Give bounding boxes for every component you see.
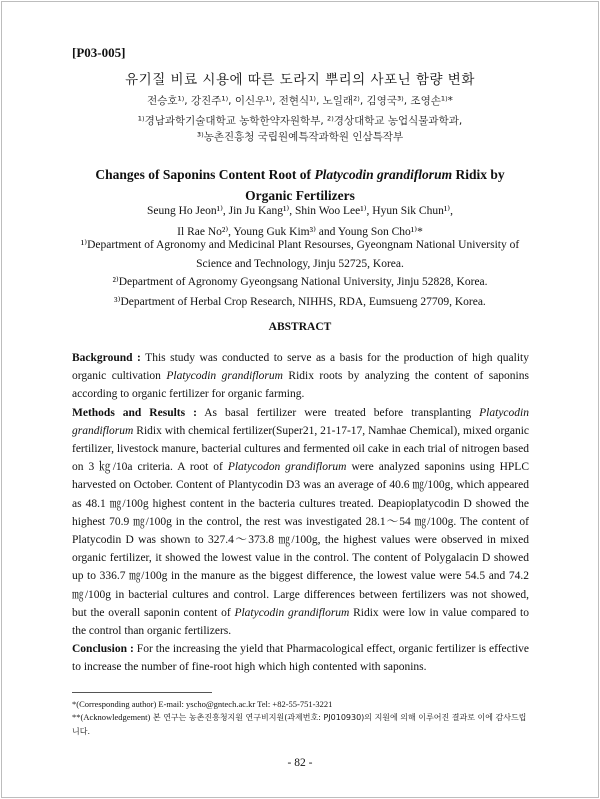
english-affiliation-3: ³⁾Department of Herbal Crop Research, NIHHS, RDA, Eumsueng 27709, Korea.: [114, 296, 486, 308]
english-title-line2: Organic Fertilizers: [245, 188, 355, 203]
footnote-acknowledgement: [72, 711, 529, 738]
methods-text-c: were analyzed saponins using HPLC harvested on October. Content of Plantycodin D3 was an average of 40.6 ㎎/100g, which appeared as 48.1 ㎎/100g highest content in the bacteria cultures treated. Deapioplatycodin D showed the highest 70.9 ㎎/100g in the control, the rest was investigated 28.1～54 ㎎/100g. The content of Platycodin D was shown to 327.4～373.8 ㎎/100g, the highest values were observed in mixed organic fertilizer, it showed the lowest value in the control. The content of Polygalacin D showed up to 336.7 ㎎/100g in the manure as the biggest difference, the lowest value were 54.5 and 74.2 ㎎/100g in bacterial cultures and control. Large differences between fertilizers was not showed, but the overall saponin content of: [72, 461, 530, 619]
korean-title: 유기질 비료 시용에 따른 도라지 뿌리의 사포닌 함량 변화: [125, 72, 475, 88]
conclusion-text: For the increasing the yield that Pharmacological effect, organic fertilizer is effective to increase the number of fine-root high which high contented with saponins.: [72, 643, 530, 674]
methods-species-3: Platycodin grandiflorum: [234, 606, 350, 619]
background-paragraph: [72, 349, 529, 404]
conclusion-label: Conclusion :: [72, 643, 134, 656]
english-authors-line2: Il Rae No²⁾, Young Guk Kim³⁾ and Young Son Cho¹⁾*: [177, 226, 423, 238]
methods-paragraph: [72, 404, 529, 641]
abstract-heading: ABSTRACT: [268, 321, 332, 333]
background-text-a: This study was conducted to serve as a basis for the production of high quality organic cultivation: [72, 352, 529, 383]
background-species: Platycodin grandiflorum: [166, 370, 283, 383]
ack-text: 본 연구는 농촌진흥청지원 연구비지원(과제번호: PJ010930)의 지원에 의해 이루어진 결과로 이에 감사드립니다.: [72, 713, 527, 736]
methods-species-1: Platycodin grandiflorum: [72, 406, 529, 437]
english-affiliation-1: ¹⁾Department of Agronomy and Medicinal Plant Resourses, Gyeongnam National University of Science and Technology, Jinju 52725, Korea.: [80, 239, 520, 270]
english-title: [80, 164, 520, 206]
korean-authors: 전승호¹⁾, 강진주¹⁾, 이신우¹⁾, 전현식¹⁾, 노일래²⁾, 김영국³⁾, 조영손¹⁾*: [147, 95, 453, 107]
korean-affiliation-2: ³⁾농촌진흥청 국립원예특작과학원 인삼특작부: [196, 131, 404, 143]
poster-code: [P03-005]: [72, 45, 126, 60]
ack-prefix: **(Acknowledgement): [72, 712, 151, 722]
background-label: Background :: [72, 352, 141, 364]
english-affiliation-2: ²⁾Department of Agronomy Gyeongsang National University, Jinju 52828, Korea.: [112, 276, 488, 288]
background-text-b: Ridix roots by analyzing the content of saponins according to organic fertilizer for organic farming.: [72, 370, 529, 401]
methods-text-b: Ridix with chemical fertilizer(Super21, 21-17-17, Namhae Chemical), mixed organic fertilizer, livestock manure, bacterial cultures and fermented oil cake in each trial of nitrogen based on 3 ㎏/10a criteria. A root of: [72, 424, 529, 474]
methods-text-a: As basal fertilizer were treated before transplanting: [196, 406, 480, 419]
footnote-corresponding: *(Corresponding author) E-mail: yscho@gntech.ac.kr Tel: +82-55-751-3221: [72, 699, 333, 709]
methods-text-d: Ridix were low in value compared to the control than organic fertilizers.: [72, 606, 529, 638]
korean-affiliation-1: ¹⁾경남과학기술대학교 농학한약자원학부, ²⁾경상대학교 농업식물과학과,: [137, 115, 463, 127]
english-title-mid: Ridix by: [452, 167, 505, 182]
methods-label: Methods and Results :: [72, 406, 197, 419]
page-number: - 82 -: [287, 757, 313, 769]
abstract-body: [72, 349, 529, 677]
english-title-species: Platycodin grandiflorum: [314, 167, 453, 182]
conclusion-paragraph: [72, 640, 529, 676]
english-authors-line1: Seung Ho Jeon¹⁾, Jin Ju Kang¹⁾, Shin Woo Lee¹⁾, Hyun Sik Chun¹⁾,: [146, 205, 454, 217]
english-title-main: Changes of Saponins Content Root of: [95, 167, 312, 182]
methods-species-2: Platycodon grandiflorum: [227, 461, 347, 474]
footnote-rule: [72, 692, 212, 693]
